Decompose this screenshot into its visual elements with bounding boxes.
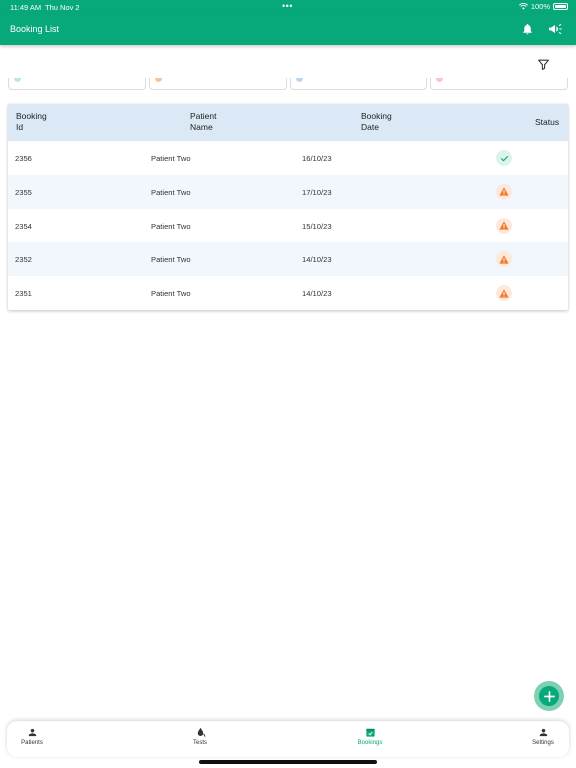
chip-icon [14,78,21,82]
warning-icon [496,184,512,200]
booking-id: 2355 [15,187,32,197]
bottom-navigation [7,721,569,757]
booking-id: 2354 [15,221,32,231]
header-line: Status [535,117,560,127]
filter-icon[interactable] [537,58,550,71]
patient-name: Patient Two [151,255,191,265]
battery-icon [553,3,568,10]
warning-icon [496,218,512,234]
person-icon [538,727,549,738]
patient-name: Patient Two [151,187,191,197]
chip-icon [296,78,303,82]
patient-name: Patient Two [151,154,191,163]
booking-id: 2356 [15,154,32,163]
patient-name: Patient Two [151,289,191,299]
warning-icon [496,251,512,267]
header-line: Id [16,122,24,132]
booking-date: 14/10/23 [302,289,332,299]
page-title: Booking List [10,24,60,34]
header-line: Name [190,122,213,132]
booking-date: 15/10/23 [302,221,332,231]
warning-icon [496,285,512,301]
bell-icon[interactable] [521,22,534,36]
table-row[interactable] [8,242,568,276]
drop-icon [195,727,206,738]
header-status [535,117,559,128]
home-indicator[interactable] [199,760,377,764]
table-header [8,104,568,141]
status-bar [0,0,576,14]
wifi-icon [519,3,528,10]
nav-label: Bookings [357,740,383,746]
patient-name: Patient Two [151,221,191,231]
table-body [8,141,568,310]
header-line: Booking [16,111,47,121]
header-line: Booking [361,111,392,121]
nav-item-tests[interactable] [170,727,230,746]
megaphone-icon[interactable] [546,21,564,37]
header-patient-name [190,111,216,133]
nav-item-bookings[interactable] [340,727,400,746]
add-booking-button[interactable] [534,681,564,711]
header-line: Patient [190,111,217,121]
chip-icon [436,78,443,82]
multitasking-dots-icon[interactable]: ••• [282,1,293,11]
table-row[interactable] [8,209,568,243]
status-filter-chips [8,78,568,90]
header-line: Date [361,122,379,132]
battery-percent: 100% [530,2,550,11]
booking-table [8,104,568,310]
header-booking-id [16,111,47,133]
check-icon [496,150,512,166]
booking-date: 17/10/23 [302,187,332,197]
booking-id: 2352 [15,255,32,265]
plus-icon [539,686,559,706]
chip-icon [155,78,162,82]
booking-date: 14/10/23 [302,255,332,265]
person-icon [27,727,38,738]
status-indicators [519,2,568,11]
app-bar [0,14,576,45]
filter-chip[interactable] [430,78,568,90]
booking-id: 2351 [15,289,32,299]
table-row[interactable] [8,276,568,310]
filter-chip[interactable] [149,78,287,90]
status-date: Thu Nov 2 [45,3,80,12]
table-row[interactable] [8,175,568,209]
status-time: 11:49 AM [10,3,42,12]
nav-label: Patients [21,740,43,746]
nav-label: Tests [192,740,207,746]
nav-item-settings[interactable] [513,727,573,746]
calendar-icon [365,727,376,738]
booking-date: 16/10/23 [302,154,332,163]
header-booking-date [361,111,392,133]
table-row[interactable] [8,141,568,175]
filter-chip[interactable] [8,78,146,90]
nav-label: Settings [532,740,554,746]
nav-item-patients[interactable] [2,727,62,746]
filter-chip[interactable] [290,78,428,90]
